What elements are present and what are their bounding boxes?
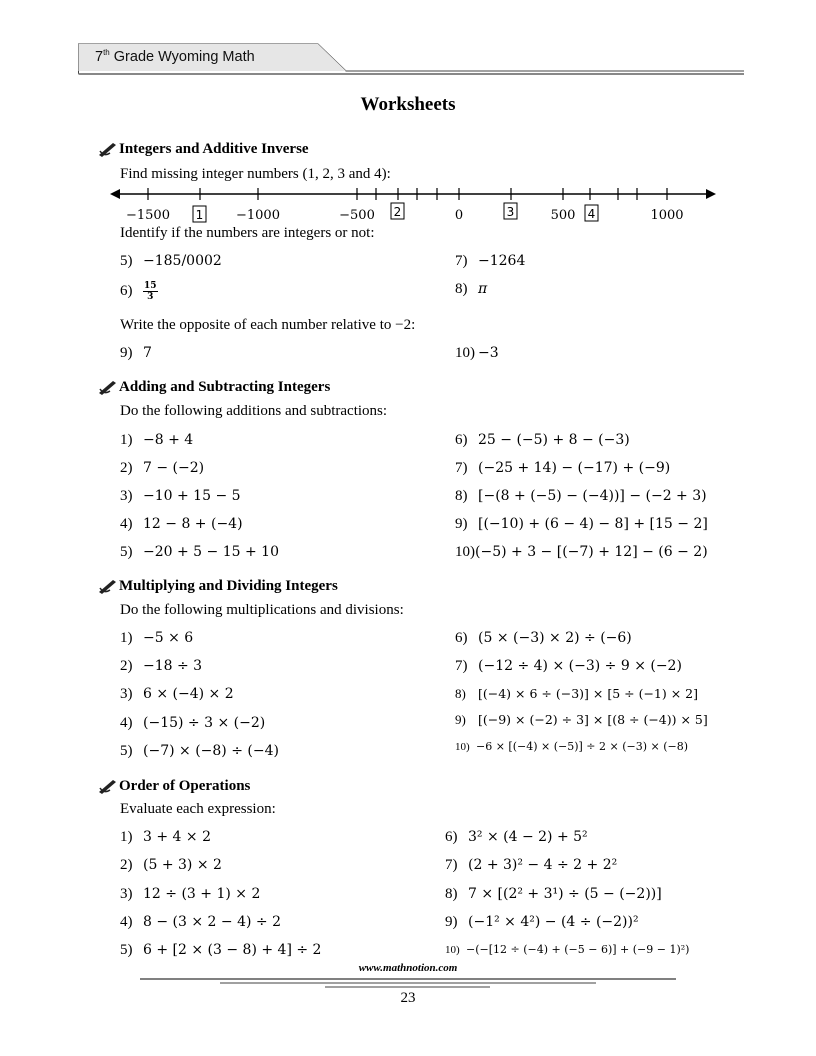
problem-item — [455, 658, 682, 675]
tick-label: 0 — [454, 208, 464, 223]
problem-item — [445, 886, 662, 903]
problem-number: 5) — [120, 253, 133, 269]
problem-expression: −3 — [478, 345, 499, 361]
problem-item — [120, 630, 193, 647]
problem-expression: 3 + 4 × 2 — [143, 829, 211, 845]
problem-number: 9) — [445, 914, 458, 930]
footer-rule — [140, 976, 676, 988]
instruction-identify-integers: Identify if the numbers are integers or not: — [120, 225, 375, 241]
problem-number: 7) — [445, 857, 458, 873]
problem-item — [455, 738, 688, 755]
problem-number: 2) — [120, 460, 133, 476]
problem-item — [455, 686, 698, 703]
problem-number: 9) — [120, 345, 133, 361]
tick-label: 1000 — [650, 208, 684, 223]
fraction-denominator: 3 — [147, 292, 154, 302]
problem-expression: [(−4) × 6 ÷ (−3)] × [5 ÷ (−1) × 2] — [478, 686, 699, 701]
problem-number: 3) — [120, 686, 133, 702]
problem-item — [120, 516, 243, 533]
problem-number: 3) — [120, 488, 133, 504]
problem-expression: −6 × [(−4) × (−5)] ÷ 2 × (−3) × (−8) — [476, 740, 689, 753]
problem-expression: −5 × 6 — [143, 630, 194, 646]
problem-number: 5) — [120, 743, 133, 759]
problem-item — [120, 432, 193, 449]
problem-number: 6) — [120, 282, 133, 299]
tick-label: −1000 — [236, 208, 280, 223]
tick-label: −500 — [339, 208, 375, 223]
problem-number: 6) — [445, 829, 458, 845]
missing-box-label: 3 — [506, 205, 515, 219]
problem-item — [120, 686, 234, 703]
problem-expression: (5 × (−3) × 2) ÷ (−6) — [478, 630, 632, 646]
problem-item — [455, 516, 708, 533]
problem-number: 6) — [455, 432, 468, 448]
section-title-multiplying — [98, 578, 338, 595]
section-title-text: Order of Operations — [119, 778, 251, 794]
problem-number: 9) — [455, 516, 468, 532]
problem-number: 3) — [120, 886, 133, 902]
problem-number: 7) — [455, 658, 468, 674]
number-line-left-arrow — [110, 189, 120, 199]
page-number: 23 — [400, 990, 416, 1006]
problem-number: 10) — [445, 944, 460, 956]
problem-expression: (−12 ÷ 4) × (−3) ÷ 9 × (−2) — [478, 658, 682, 674]
problem-number: 7) — [455, 253, 468, 269]
problem-item — [120, 942, 321, 959]
problem-number: 2) — [120, 857, 133, 873]
instruction-multiplying: Do the following multiplications and divisions: — [120, 602, 404, 618]
problem-number: 1) — [120, 630, 133, 646]
problem-item — [120, 743, 279, 760]
problem-item — [120, 658, 202, 675]
section-title-adding — [98, 379, 330, 396]
problem-item — [455, 432, 630, 449]
section-title-order — [98, 778, 250, 795]
problem-expression: 7 × [(2² + 3¹) ÷ (5 − (−2))] — [468, 886, 662, 902]
number-line-right-arrow — [706, 189, 716, 199]
problem-expression: 12 − 8 + (−4) — [143, 516, 243, 532]
problem-number: 10) — [455, 544, 475, 560]
problem-item — [455, 460, 670, 477]
problem-item — [120, 281, 158, 302]
problem-number: 4) — [120, 914, 133, 930]
problem-item — [120, 715, 265, 732]
problem-number: 10) — [455, 345, 475, 361]
problem-number: 1) — [120, 432, 133, 448]
problem-expression: 7 − (−2) — [143, 460, 205, 476]
problem-number: 8) — [455, 686, 466, 701]
problem-item — [455, 253, 525, 270]
problem-number: 1) — [120, 829, 133, 845]
problem-number: 9) — [455, 712, 466, 727]
problem-item — [120, 857, 222, 874]
missing-box-label: 1 — [195, 208, 204, 222]
problem-number: 8) — [445, 886, 458, 902]
problem-item — [120, 488, 241, 505]
instruction-order: Evaluate each expression: — [120, 801, 276, 817]
problem-number: 4) — [120, 715, 133, 731]
header-title — [95, 48, 255, 65]
pencil-icon — [98, 142, 118, 158]
problem-item — [120, 544, 279, 561]
problem-item — [455, 630, 632, 647]
problem-expression: [(−9) × (−2) ÷ 3] × [(8 ÷ (−4)) × 5] — [478, 712, 708, 727]
header-grade-suffix: th — [103, 48, 110, 57]
problem-item — [445, 829, 588, 846]
problem-expression: [(−10) + (6 − 4) − 8] + [15 − 2] — [478, 516, 708, 532]
problem-item — [455, 281, 487, 298]
problem-item — [120, 914, 281, 931]
footer-url: www.mathnotion.com — [358, 962, 458, 974]
header-grade-number: 7 — [95, 48, 104, 65]
problem-expression: −20 + 5 − 15 + 10 — [143, 544, 279, 560]
problem-expression: 3² × (4 − 2) + 5² — [468, 829, 588, 845]
problem-item — [120, 253, 222, 270]
pencil-icon — [98, 380, 118, 396]
fraction-numerator: 15 — [144, 281, 157, 291]
instruction-adding: Do the following additions and subtractions: — [120, 403, 388, 419]
problem-expression: (−1² × 4²) − (4 ÷ (−2))² — [468, 914, 639, 930]
missing-box-label: 4 — [587, 207, 596, 221]
tick-label: 500 — [550, 208, 576, 223]
problem-item — [120, 345, 152, 362]
pencil-icon — [98, 579, 118, 595]
pencil-icon — [98, 779, 118, 795]
problem-expression: (−7) × (−8) ÷ (−4) — [143, 743, 279, 759]
problem-number: 10) — [455, 741, 470, 753]
problem-item — [120, 460, 204, 477]
problem-expression: (−15) ÷ 3 × (−2) — [143, 715, 266, 731]
problem-expression: 6 + [2 × (3 − 8) + 4] ÷ 2 — [143, 942, 322, 958]
problem-number: 4) — [120, 516, 133, 532]
number-line — [110, 180, 720, 226]
problem-number: 2) — [120, 658, 133, 674]
fraction — [143, 281, 158, 302]
problem-item — [120, 886, 260, 903]
problem-item — [455, 345, 499, 362]
section-title-text: Multiplying and Dividing Integers — [119, 578, 338, 594]
section-title-integers — [98, 141, 309, 158]
problem-expression: 6 × (−4) × 2 — [143, 686, 234, 702]
missing-box-label: 2 — [393, 205, 402, 219]
problem-expression: −(−[12 ÷ (−4) + (−5 − 6)] + (−9 − 1)²) — [466, 943, 690, 956]
problem-expression: (2 + 3)² − 4 ÷ 2 + 2² — [468, 857, 618, 873]
section-title-text: Adding and Subtracting Integers — [119, 379, 331, 395]
problem-expression: 25 − (−5) + 8 − (−3) — [478, 432, 630, 448]
instruction-opposite: Write the opposite of each number relative to −2: — [120, 317, 416, 333]
tick-label: −1500 — [126, 208, 170, 223]
problem-expression: (5 + 3) × 2 — [143, 857, 222, 873]
problem-number: 8) — [455, 488, 468, 504]
header-title-rest: Grade Wyoming Math — [109, 48, 255, 65]
problem-number: 5) — [120, 942, 133, 958]
problem-item — [445, 857, 617, 874]
problem-number: 7) — [455, 460, 468, 476]
problem-item — [445, 914, 639, 931]
problem-number: 6) — [455, 630, 468, 646]
problem-item — [455, 712, 708, 729]
problem-expression: [−(8 + (−5) − (−4))] − (−2 + 3) — [478, 488, 707, 504]
problem-expression: 8 − (3 × 2 − 4) ÷ 2 — [143, 914, 281, 930]
problem-item — [455, 544, 708, 561]
problem-number: 8) — [455, 281, 468, 297]
problem-expression: −185/0002 — [143, 253, 222, 269]
problem-expression: 7 — [143, 345, 152, 361]
problem-expression: −8 + 4 — [143, 432, 194, 448]
instruction-missing-integers: Find missing integer numbers (1, 2, 3 and 4): — [120, 166, 391, 182]
section-title-text: Integers and Additive Inverse — [119, 141, 309, 157]
problem-expression: π — [478, 281, 488, 297]
problem-number: 5) — [120, 544, 133, 560]
problem-expression: −10 + 15 − 5 — [143, 488, 241, 504]
problem-expression: −1264 — [478, 253, 526, 269]
problem-item — [455, 488, 707, 505]
page-title: Worksheets — [360, 94, 456, 115]
problem-expression: (−25 + 14) − (−17) + (−9) — [478, 460, 671, 476]
problem-expression: 12 ÷ (3 + 1) × 2 — [143, 886, 261, 902]
problem-expression: −18 ÷ 3 — [143, 658, 203, 674]
problem-expression: (−5) + 3 − [(−7) + 12] − (6 − 2) — [475, 544, 708, 560]
problem-item — [445, 941, 689, 958]
running-header — [78, 43, 744, 75]
problem-item — [120, 829, 211, 846]
